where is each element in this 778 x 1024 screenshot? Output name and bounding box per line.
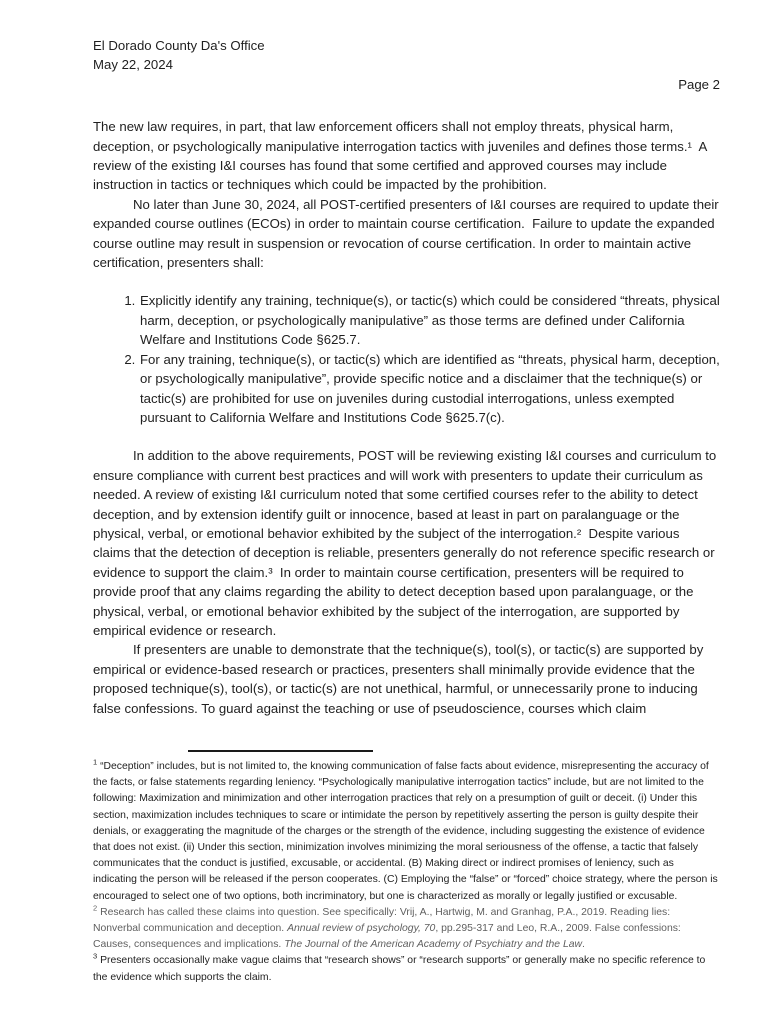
document-date: May 22, 2024 [93, 57, 173, 73]
requirements-list [93, 291, 720, 427]
document-body [93, 117, 720, 718]
office-name: El Dorado County Da's Office [93, 38, 265, 53]
footnote-2-marker: 2 [93, 903, 98, 913]
footnote-3 [93, 953, 720, 985]
paragraph-deadline: No later than June 30, 2024, all POST-certified presenters of I&I courses are required to update their expanded course outlines (ECOs) in order to maintain course certification. Failure to update the expanded course outline may result in suspension or revocation of course certification. In order to maintain active certification, presenters shall: [93, 196, 719, 271]
footnote-3-marker: 3 [93, 951, 98, 961]
paragraph-new-law: The new law requires, in part, that law enforcement officers shall not employ threats, physical harm, deception, or psychologically manipulative interrogation tactics with juveniles and defines those terms.¹ A review of the existing I&I courses has found that some certified and approved courses may include instruction in tactics or techniques which could be impacted by the prohibition. [93, 119, 707, 193]
footnote-3-text: Presenters occasionally make vague claims that “research shows” or “research supports” or generally make no specific reference to the evidence which supports the claim. [93, 955, 706, 983]
footnote-2 [93, 905, 720, 954]
footnote-2-text: Research has called these claims into question. See specifically: Vrij, A., Hartwig, M. and Granhag, P.A., 2019. Reading lies: Nonverbal communication and deception. Annual review of psychology, 70, pp.295-317 and Leo, R.A., 2009. False confessions: Causes, consequences and implications. The Journal of the American Academy of Psychiatry and the Law. [93, 906, 681, 951]
list-item-identify: 1. Explicitly identify any training, technique(s), or tactic(s) which could be considered “threats, physical harm, deception, or psychologically manipulative” as those terms are defined under California Welfare and Institutions Code §625.7. [139, 291, 720, 349]
footnote-1 [93, 759, 720, 905]
paragraph-curriculum-review: In addition to the above requirements, POST will be reviewing existing I&I courses and curriculum to ensure compliance with current best practices and will work with presenters to update their curriculum as needed. A review of existing I&I curriculum noted that some certified courses refer to the ability to detect deception, and by extension identify guilt or innocence, based at least in part on paralanguage or the physical, verbal, or emotional behavior exhibited by the subject of the interrogation.² Despite various claims that the detection of deception is reliable, presenters generally do not reference specific research or evidence to support the claim.³ In order to maintain course certification, presenters will be required to provide proof that any claims regarding the ability to detect deception based upon paralanguage, or the physical, verbal, or emotional behavior exhibited by the subject of the interrogation, are supported by empirical evidence or research. [93, 448, 717, 638]
page-number: Page 2 [678, 76, 720, 92]
paragraph-evidence-requirement: If presenters are unable to demonstrate that the technique(s), tool(s), or tactic(s) are supported by empirical or evidence-based research or practices, presenters shall minimally provide evidence that the proposed technique(s), tool(s), or tactic(s) are not unethical, harmful, or unnecessarily prone to inducing false confessions. To guard against the teaching or use of pseudoscience, courses which claim [93, 642, 704, 716]
footnote-1-text: “Deception” includes, but is not limited to, the knowing communication of false facts about evidence, misrepresenting the accuracy of the facts, or false statements regarding leniency. “Psychologically manipulative interrogation tactics” include, but are not limited to the following: Maximization and minimization and other interrogation practices that rely on a presumption of guilt or deceit. (i) Under this section, maximization includes techniques to scare or intimidate the person by repetitively asserting the person is guilty despite their denials, or exaggerating the magnitude of the charges or the strength of the evidence, including suggesting the existence of evidence that does not exist. (ii) Under this section, minimization involves minimizing the moral seriousness of the offense, a tactic that falsely communicates that the conduct is justified, excusable, or accidental. (B) Making direct or indirect promises of leniency, such as indicating the person will be released if the person cooperates. (C) Employing the “false” or “forced” choice strategy, where the person is encouraged to select one of two options, both incriminatory, but one is characterized as morally or legally justified or excusable. [93, 761, 718, 902]
footnote-separator [188, 750, 373, 752]
footnote-1-marker: 1 [93, 757, 98, 767]
footnotes-section [93, 750, 720, 986]
document-header [93, 36, 720, 94]
list-item-disclaimer: 2. For any training, technique(s), or tactic(s) which are identified as “threats, physical harm, deception, or psychologically manipulative”, provide specific notice and a disclaimer that the technique(s) or tactic(s) are prohibited for use on juveniles during custodial interrogations, unless exempted pursuant to California Welfare and Institutions Code §625.7(c). [139, 350, 720, 428]
